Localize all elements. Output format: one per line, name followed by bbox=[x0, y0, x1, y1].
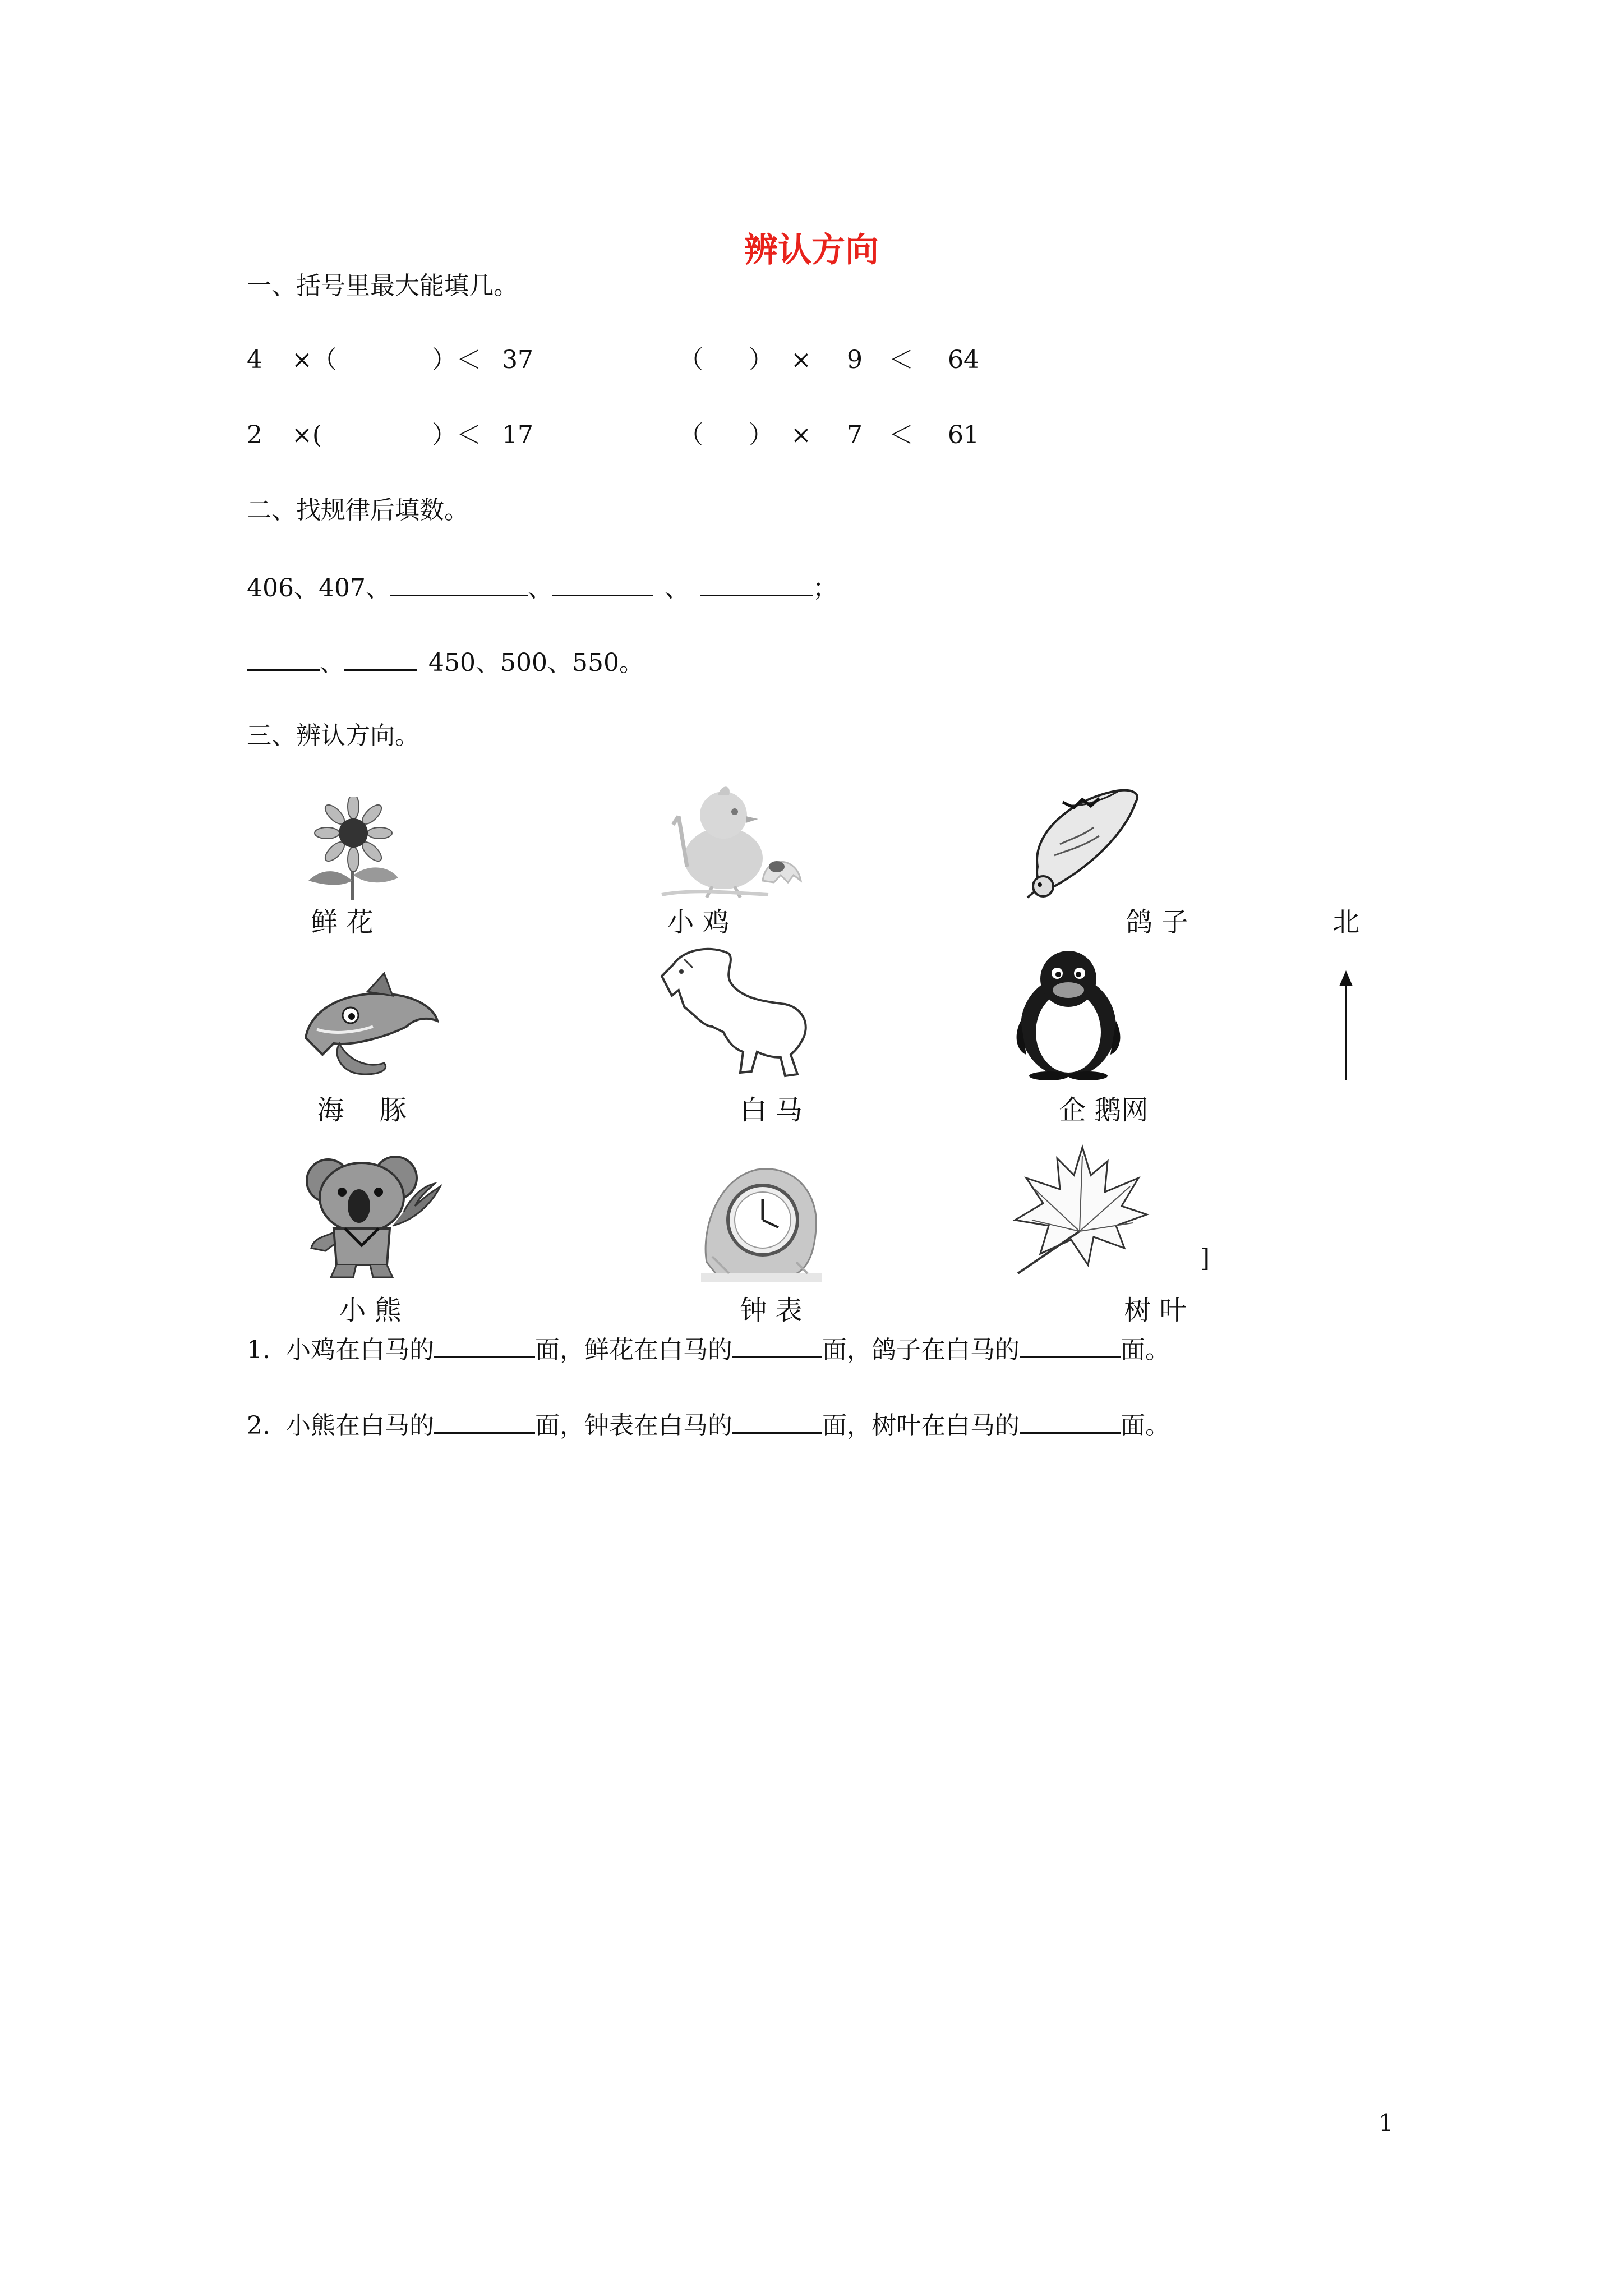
question-1: 1. 小鸡在白马的 面，鲜花在白马的 面，鸽子在白马的 面。 bbox=[247, 1336, 1170, 1364]
label-dolphin: 海 豚 bbox=[317, 1094, 407, 1126]
label-pigeon: 鸽 子 bbox=[1126, 907, 1188, 938]
section2-heading: 二、找规律后填数。 bbox=[247, 496, 469, 524]
eq2-right-times: × bbox=[791, 421, 811, 449]
label-penguin: 企 鹅网 bbox=[1059, 1094, 1149, 1126]
eq2-left-times: ×( bbox=[292, 421, 322, 449]
eq2-right-rhs: 61 bbox=[948, 421, 979, 449]
bear-icon bbox=[303, 1153, 443, 1279]
answer-blank[interactable] bbox=[1020, 1335, 1121, 1358]
north-arrow-icon bbox=[1338, 969, 1354, 1082]
eq1-right-close: ） bbox=[749, 346, 773, 374]
eq1-right-less: ＜ bbox=[889, 346, 914, 374]
sequence-line-2: 、 450、500、550。 bbox=[247, 648, 644, 675]
sequence-start: 406、407、 bbox=[247, 574, 390, 602]
pigeon-icon bbox=[1021, 783, 1144, 903]
section1-heading: 一、括号里最大能填几。 bbox=[247, 272, 518, 300]
label-leaf: 树 叶 bbox=[1124, 1295, 1187, 1326]
eq1-right-times: × bbox=[791, 346, 811, 374]
section3-heading: 三、辨认方向。 bbox=[247, 721, 419, 750]
question-2: 2. 小熊在白马的 面，钟表在白马的 面，树叶在白马的 面。 bbox=[247, 1411, 1170, 1440]
answer-blank[interactable] bbox=[1020, 1411, 1121, 1434]
answer-blank[interactable] bbox=[390, 573, 528, 596]
stray-mark: ] bbox=[1200, 1244, 1210, 1273]
eq1-right-open: （ bbox=[679, 346, 703, 374]
north-label: 北 bbox=[1332, 907, 1360, 938]
eq2-right-open: （ bbox=[679, 421, 703, 449]
eq1-right-rhs: 64 bbox=[948, 346, 979, 374]
label-chick: 小 鸡 bbox=[667, 907, 730, 938]
label-horse: 白 马 bbox=[740, 1094, 803, 1126]
answer-blank[interactable] bbox=[700, 573, 813, 596]
answer-blank[interactable] bbox=[732, 1335, 822, 1358]
eq2-left-less: ）＜ bbox=[432, 421, 481, 449]
eq2-right-less: ＜ bbox=[889, 421, 914, 449]
page-number: 1 bbox=[1378, 2109, 1394, 2137]
label-flower: 鲜 花 bbox=[311, 907, 374, 938]
eq2-left-rhs: 17 bbox=[502, 421, 533, 449]
clock-icon bbox=[695, 1161, 824, 1285]
eq1-left-less: ）＜ bbox=[432, 346, 481, 374]
eq2-right-close: ） bbox=[749, 421, 773, 449]
answer-blank[interactable] bbox=[434, 1411, 535, 1434]
eq1-left-times: ×（ bbox=[292, 346, 337, 374]
answer-blank[interactable] bbox=[732, 1411, 822, 1434]
eq1-left-rhs: 37 bbox=[502, 346, 533, 374]
answer-blank[interactable] bbox=[552, 573, 653, 596]
eq2-left-num: 2 bbox=[247, 421, 262, 449]
dolphin-icon bbox=[300, 970, 440, 1077]
label-clock: 钟 表 bbox=[740, 1295, 803, 1326]
eq1-right-num: 9 bbox=[847, 346, 863, 374]
horse-icon bbox=[651, 942, 813, 1080]
chick-icon bbox=[656, 783, 813, 900]
eq1-left-num: 4 bbox=[247, 346, 262, 374]
answer-blank[interactable] bbox=[247, 648, 320, 671]
flower-icon bbox=[297, 797, 409, 900]
answer-blank[interactable] bbox=[434, 1335, 535, 1358]
sequence-line-1: 406、407、 、 、 ； bbox=[247, 574, 837, 602]
leaf-icon bbox=[1009, 1144, 1150, 1279]
label-bear: 小 熊 bbox=[339, 1295, 402, 1326]
penguin-icon bbox=[1009, 948, 1127, 1080]
eq2-right-num: 7 bbox=[847, 421, 863, 449]
page-title: 辨认方向 bbox=[744, 231, 879, 270]
sequence-tail: 450、500、550。 bbox=[428, 648, 644, 677]
answer-blank[interactable] bbox=[344, 648, 417, 671]
